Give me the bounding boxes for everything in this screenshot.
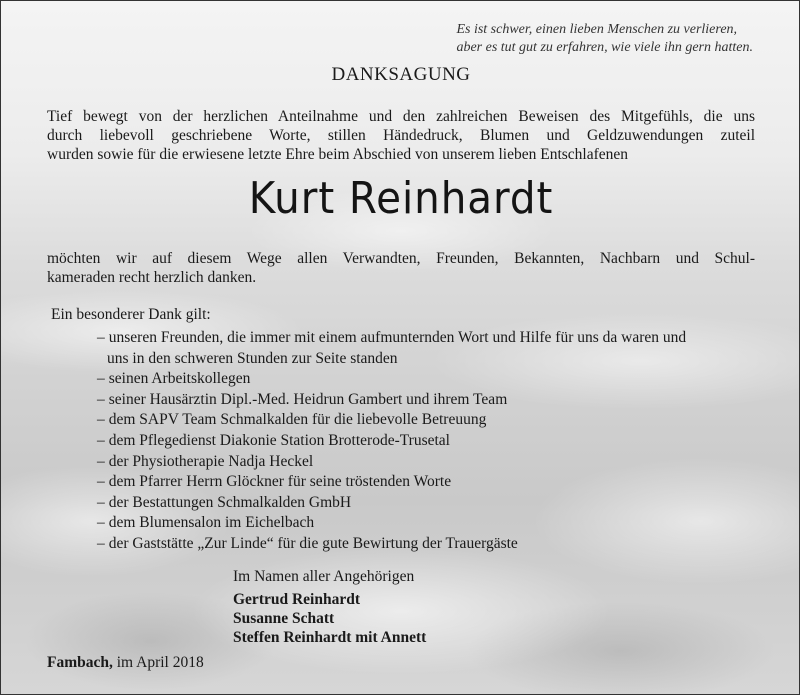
list-item: – seiner Hausärztin Dipl.-Med. Heidrun Gambert und ihrem Team	[97, 390, 508, 408]
list-item: – der Bestattungen Schmalkalden GmbH	[97, 493, 352, 511]
intro-line-1: Tief bewegt von der herzlichen Anteilnahme und den zahlreichen Beweisen des Mitgefühls, die uns	[47, 108, 755, 125]
list-item: – seinen Arbeitskollegen	[97, 370, 251, 388]
notice-title: DANKSAGUNG	[331, 64, 471, 85]
signers	[233, 590, 426, 647]
list-item: – dem Pflegedienst Diakonie Station Brotterode-Trusetal	[97, 431, 450, 449]
list-item: – der Gaststätte „Zur Linde“ für die gute Bewirtung der Trauergäste	[97, 534, 518, 552]
thanks-line-1: möchten wir auf diesem Wege allen Verwandten, Freunden, Bekannten, Nachbarn und Schul-	[47, 250, 755, 267]
quote	[456, 21, 753, 57]
quote-line-2: aber es tut gut zu erfahren, wie viele ihn gern hatten.	[456, 40, 753, 55]
special-thanks-list	[89, 328, 759, 555]
list-item: – der Physiotherapie Nadja Heckel	[97, 452, 314, 470]
signer-3: Steffen Reinhardt mit Annett	[233, 629, 427, 646]
thanks-line-2: kameraden recht herzlich danken.	[47, 269, 257, 286]
list-item: – dem SAPV Team Schmalkalden für die liebevolle Betreuung	[97, 411, 487, 429]
closing-line: Im Namen aller Angehörigen	[233, 568, 415, 585]
intro-paragraph	[47, 107, 755, 164]
intro-line-3: wurden sowie für die erwiesene letzte Ehre beim Abschied von unserem lieben Entschlafenen	[47, 146, 629, 163]
deceased-name: Kurt Reinhardt	[248, 173, 554, 224]
place-and-date	[47, 654, 204, 672]
list-item: – unseren Freunden, die immer mit einem aufmunternden Wort und Hilfe für uns da waren und uns in den schweren Stunden zur Seite standen	[97, 329, 687, 367]
special-thanks-heading: Ein besonderer Dank gilt:	[51, 306, 211, 323]
signer-1: Gertrud Reinhardt	[233, 591, 361, 608]
intro-line-2: durch liebevoll geschriebene Worte, stillen Händedruck, Blumen und Geldzuwendungen zuteil	[47, 127, 755, 144]
signer-2: Susanne Schatt	[233, 610, 335, 627]
place: Fambach,	[47, 654, 113, 671]
list-item: – dem Blumensalon im Eichelbach	[97, 514, 315, 532]
quote-line-1: Es ist schwer, einen lieben Menschen zu verlieren,	[456, 22, 738, 37]
date: im April 2018	[116, 654, 204, 671]
list-item: – dem Pfarrer Herrn Glöckner für seine tröstenden Worte	[97, 473, 452, 491]
thanks-paragraph	[47, 249, 755, 287]
